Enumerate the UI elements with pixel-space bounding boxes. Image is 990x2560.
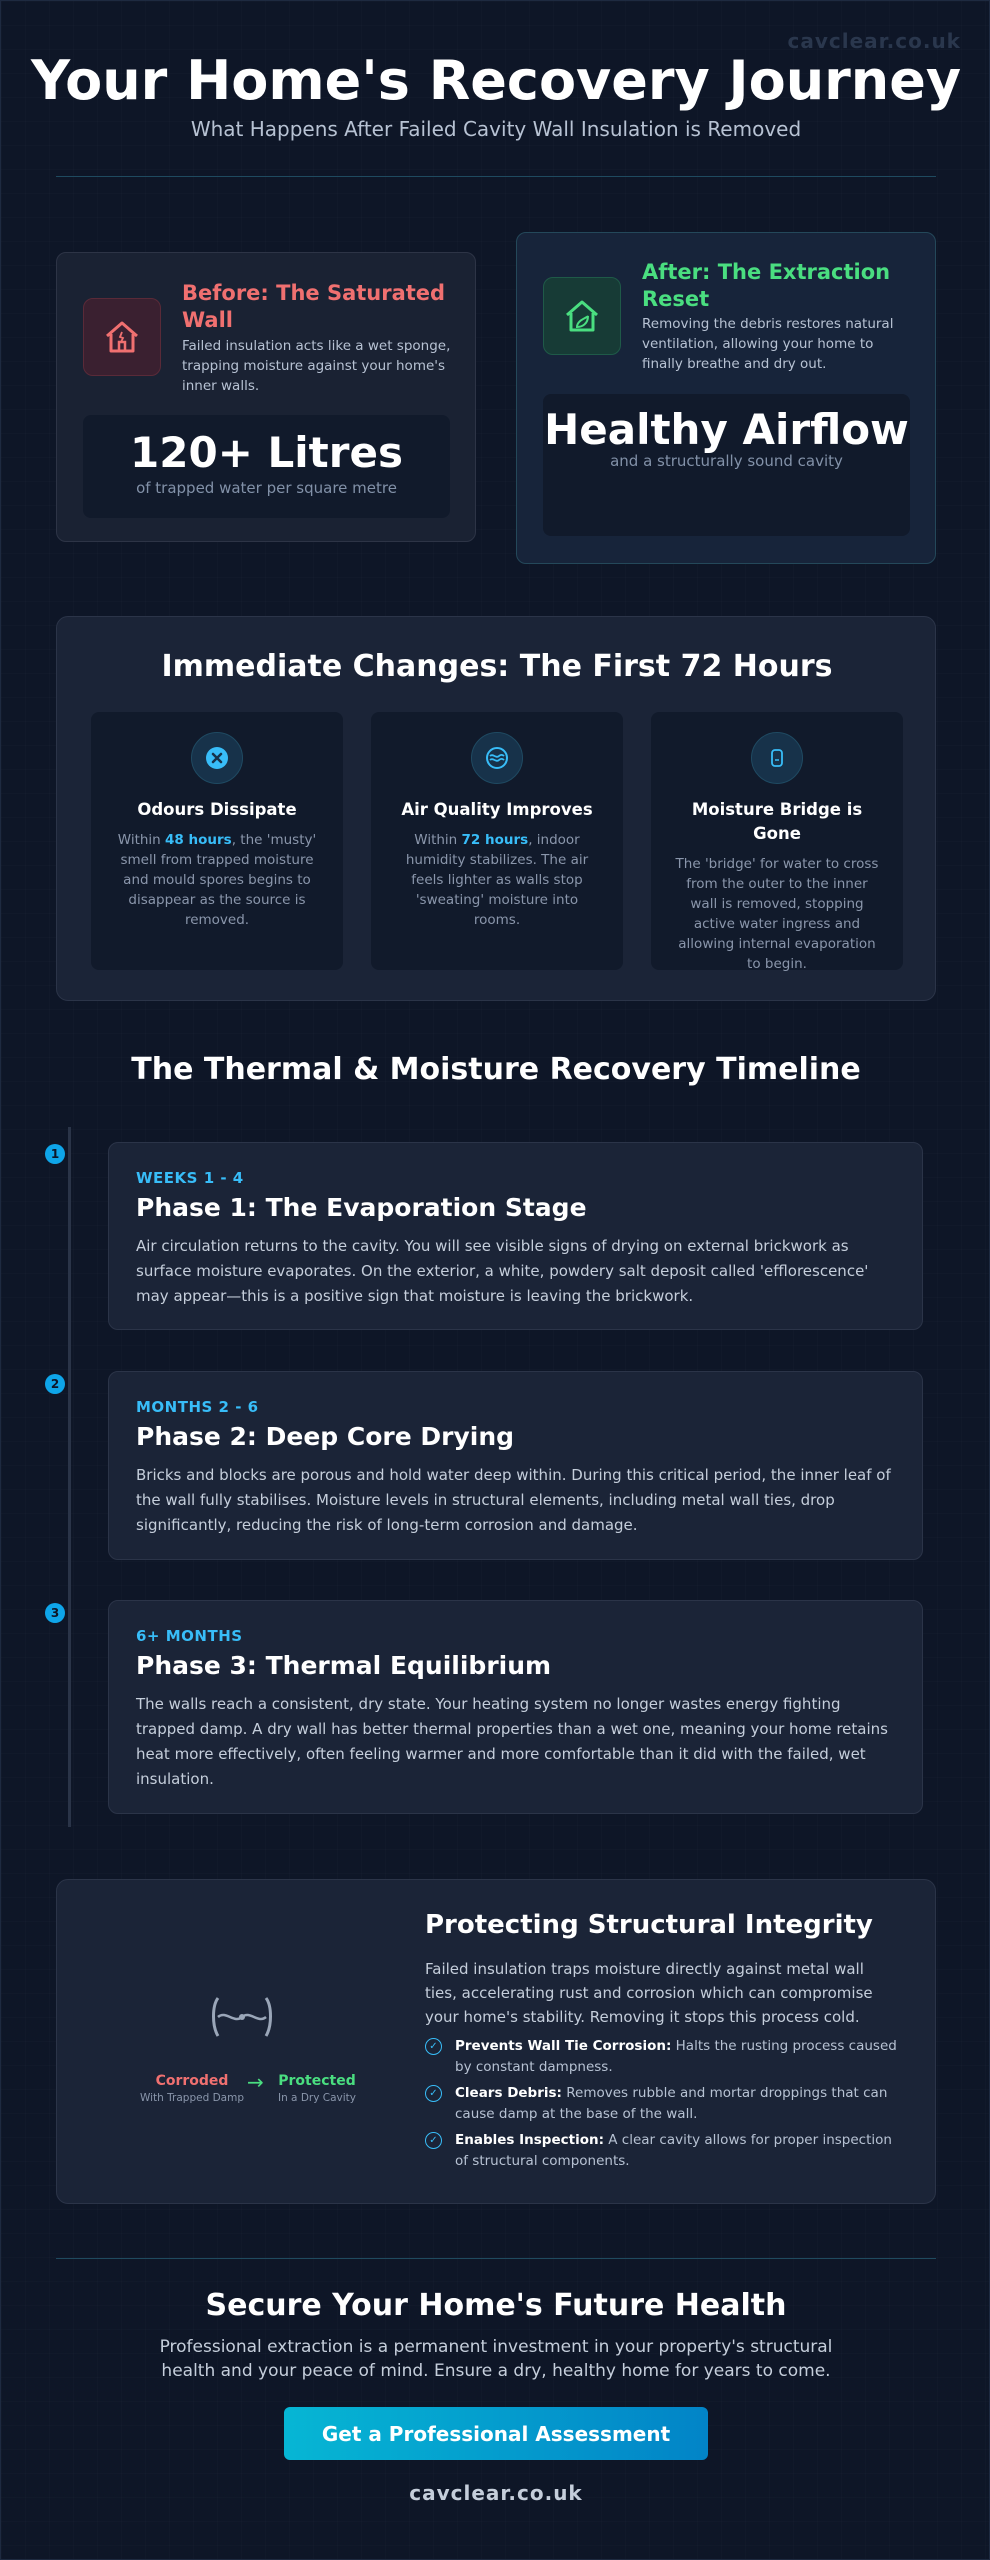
card-heading: Air Quality Improves [401,800,593,819]
phase-heading: Phase 1: The Evaporation Stage [136,1193,587,1222]
divider [56,176,936,177]
timeline-marker: 3 [45,1603,65,1623]
before-heading: Before: The Saturated Wall [182,281,446,332]
page-title: Your Home's Recovery Journey [30,49,962,112]
moisture-bridge-icon [751,732,803,784]
divider [56,2258,936,2259]
timeline-line [68,1127,71,1827]
phase-tag: 6+ MONTHS [136,1627,243,1645]
after-stat: Healthy Airflow [544,405,909,454]
list-item: ✓ Prevents Wall Tie Corrosion: Halts the rusting process caused by constant dampness. [425,2036,900,2078]
before-text: Failed insulation acts like a wet sponge, trapping moisture against your home's inner walls. [182,338,451,394]
wall-tie-illustration [57,1880,417,2205]
after-text: Removing the debris restores natural ventilation, allowing your home to finally breathe and dry out. [642,316,894,372]
air-quality-card [371,712,623,970]
check-icon: ✓ [425,2038,442,2055]
after-stat-caption: and a structurally sound cavity [610,452,843,470]
moisture-bridge-card [651,712,903,970]
check-icon: ✓ [425,2132,442,2149]
footer-domain: cavclear.co.uk [409,2481,583,2505]
corroded-label: Corroded With Trapped Damp [139,2073,244,2104]
structural-text: Failed insulation traps moisture directly against metal wall ties, accelerating rust and corrosion which can compromise your home's stability. Removing it stops this process cold. [425,1960,873,2026]
wall-tie-icon [212,1992,272,2042]
card-text: Within 48 hours, the 'musty' smell from trapped moisture and mould spores begins to disappear as the source is removed. [117,832,317,928]
protected-label: Protected In a Dry Cavity [277,2073,357,2104]
list-item: ✓ Clears Debris: Removes rubble and mortar droppings that can cause damp at the base of the wall. [425,2083,900,2125]
card-heading: Moisture Bridge is Gone [691,800,863,843]
structural-title: Protecting Structural Integrity [425,1910,873,1940]
after-card [516,232,936,564]
house-damaged-icon [83,298,161,376]
before-stat-box [83,415,450,518]
phase-text: The walls reach a consistent, dry state. Your heating system no longer wastes energy fighting trapped damp. A dry wall has better thermal properties than a wet one, meaning your home retains heat more effectively, often feeling warmer and more comfortable than it did with the failed, wet insulation. [136,1695,888,1788]
highlight-48-hours: 48 hours [165,832,232,848]
section-title: Immediate Changes: The First 72 Hours [161,649,833,684]
timeline-marker: 2 [45,1374,65,1394]
phase-tag: WEEKS 1 - 4 [136,1169,244,1187]
timeline-title: The Thermal & Moisture Recovery Timeline [131,1052,861,1087]
first-72-hours-section [56,616,936,1001]
phase-tag: MONTHS 2 - 6 [136,1398,259,1416]
phase-3-card [108,1600,923,1814]
phase-heading: Phase 3: Thermal Equilibrium [136,1651,552,1680]
timeline-marker: 1 [45,1144,65,1164]
assessment-button[interactable]: Get a Professional Assessment [284,2407,708,2460]
air-quality-icon [471,732,523,784]
after-stat-box [543,394,910,536]
page-subtitle: What Happens After Failed Cavity Wall Insulation is Removed [190,117,802,141]
odours-card [91,712,343,970]
check-icon: ✓ [425,2085,442,2102]
house-clean-icon [543,277,621,355]
before-stat-caption: of trapped water per square metre [136,479,397,497]
list-item: ✓ Enables Inspection: A clear cavity allows for proper inspection of structural components. [425,2130,900,2172]
phase-1-card [108,1142,923,1330]
after-heading: After: The Extraction Reset [642,260,891,311]
phase-heading: Phase 2: Deep Core Drying [136,1422,515,1451]
phase-2-card [108,1371,923,1560]
no-odour-icon [191,732,243,784]
cta-text: Professional extraction is a permanent investment in your property's structural health and your peace of mind. Ensure a dry, healthy home for years to come. [159,2337,833,2381]
phase-text: Air circulation returns to the cavity. You will see visible signs of drying on external brickwork as surface moisture evaporates. On the exterior, a white, powdery salt deposit called 'efflorescence' may appear—this is a positive sign that moisture is leaving the brickwork. [136,1237,869,1305]
card-text: The 'bridge' for water to cross from the outer to the inner wall is removed, stopping active water ingress and allowing internal evaporation to begin. [675,856,879,972]
card-text: Within 72 hours, indoor humidity stabilizes. The air feels lighter as walls stop 'sweating' moisture into rooms. [405,832,589,928]
arrow-right-icon: → [247,2070,264,2094]
structural-section [56,1879,936,2204]
watermark: cavclear.co.uk [787,29,961,53]
phase-text: Bricks and blocks are porous and hold water deep within. During this critical period, the inner leaf of the wall fully stabilises. Moisture levels in structural elements, including metal wall ties, drop significantly, reducing the risk of long-term corrosion and damage. [136,1466,891,1534]
cta-title: Secure Your Home's Future Health [205,2288,787,2323]
card-heading: Odours Dissipate [137,800,297,819]
before-card [56,252,476,542]
highlight-72-hours: 72 hours [461,832,529,848]
benefits-list [425,2036,900,2177]
before-stat: 120+ Litres [130,428,403,477]
